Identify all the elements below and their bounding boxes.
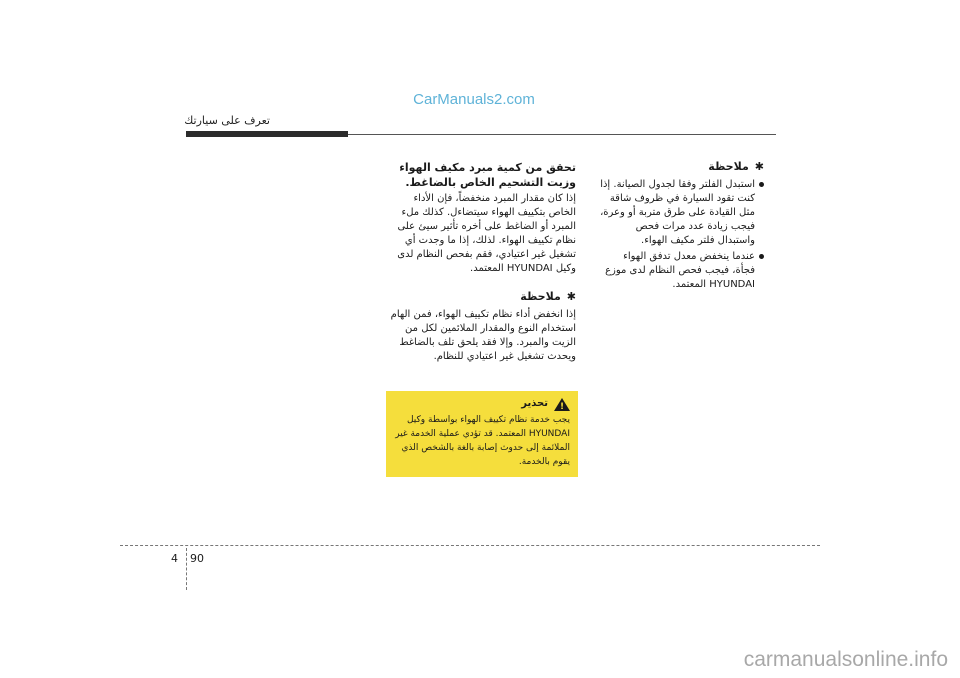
note-title: ملاحظة — [708, 160, 749, 173]
chapter-title: تعرف على سيارتك — [184, 114, 270, 127]
bullet-text: عندما ينخفض معدل تدفق الهواء فجأة، فيجب فحص النظام لدى موزع HYUNDAI المعتمد. — [605, 251, 755, 290]
footer-divider — [186, 548, 187, 590]
warning-body: يجب خدمة نظام تكييف الهواء بواسطة وكيل HYUNDAI المعتمد. قد تؤدي عملية الخدمة غير الملائمة إلى حدوث إصابة بالغة بالشخص الذي يقوم بالخدمة. — [395, 415, 570, 467]
header-rule — [348, 134, 776, 135]
section-heading: تحقق من كمية مبرد مكيف الهواء وزيت التشحيم الخاص بالضاغط. — [399, 161, 576, 189]
header-bar — [186, 131, 348, 137]
bullet-text: استبدل الفلتر وفقا لجدول الصيانة. إذا كنت تقود السيارة في ظروف شاقة مثل القيادة على طرق متربة أو وعرة، فيجب زيادة عدد مرات فحص واستبدال فلتر مكيف الهواء. — [600, 179, 755, 246]
warning-heading — [394, 397, 570, 411]
bullet-icon — [759, 254, 764, 259]
warning-triangle-icon — [554, 398, 570, 411]
list-item — [600, 178, 764, 248]
asterisk-icon: ✱ — [754, 160, 764, 173]
section-body: إذا كان مقدار المبرد منخفضاً، فإن الأداء الخاص بتكييف الهواء سيتضاءل. كذلك ملء المبرد أو الضاغط على أخره تأثير سيئ على نظام تكييف الهواء. لذلك، إذا ما وجدت أي تشغيل غير اعتيادي، فقم بفحص النظام لدى وكيل HYUNDAI المعتمد. — [397, 193, 576, 274]
note-title: ملاحظة — [520, 290, 561, 303]
note-body: إذا انخفض أداء نظام تكييف الهواء، فمن الهام استخدام النوع والمقدار الملائمين لكل من الزيت والمبرد. وإلا فقد يلحق تلف بالضاغط ويحدث تشغيل غير اعتيادي للنظام. — [390, 309, 576, 362]
right-column — [600, 160, 764, 294]
watermark-carmanuals2: CarManuals2.com — [413, 91, 535, 108]
asterisk-icon: ✱ — [566, 290, 576, 303]
warning-box — [386, 391, 578, 477]
warning-title: تحذير — [521, 398, 548, 409]
note-heading — [386, 290, 576, 304]
footer-rule — [120, 545, 820, 546]
chapter-number: 4 — [171, 552, 178, 565]
page-number: 90 — [190, 552, 204, 565]
list-item — [600, 250, 764, 292]
bullet-icon — [759, 182, 764, 187]
watermark-carmanualsonline: carmanualsonline.info — [743, 648, 948, 671]
note-heading — [600, 160, 764, 174]
middle-column — [386, 160, 576, 366]
